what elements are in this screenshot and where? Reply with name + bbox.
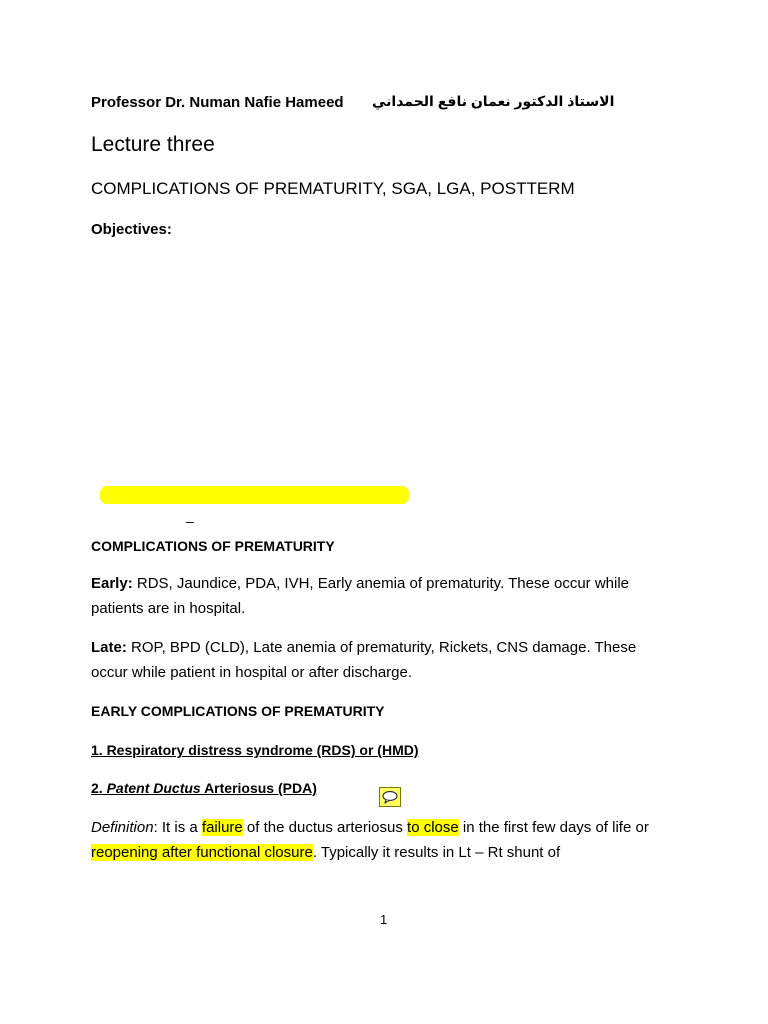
author-name: Professor Dr. Numan Nafie Hameed [91, 94, 344, 111]
early-paragraph [91, 571, 671, 621]
author-name-arabic: الاستاذ الدكتور نعمان نافع الحمداني [372, 93, 615, 109]
comment-icon[interactable] [379, 787, 401, 807]
highlight-to-close: to close [407, 819, 459, 836]
highlight-reopening: reopening after functional closure [91, 844, 313, 861]
item-pda-italic: Patent Ductus [106, 780, 201, 796]
late-text: ROP, BPD (CLD), Late anemia of prematurity, Rickets, CNS damage. These occur while patient in hospital or after discharge. [91, 639, 637, 681]
complications-heading: COMPLICATIONS OF PREMATURITY [91, 538, 335, 554]
item-pda [91, 780, 317, 796]
definition-text: . Typically it results in Lt – Rt shunt of [312, 844, 561, 861]
definition-text: : It is a [153, 819, 202, 836]
document-title: COMPLICATIONS OF PREMATURITY, SGA, LGA, POSTTERM [91, 179, 575, 198]
early-complications-heading: EARLY COMPLICATIONS OF PREMATURITY [91, 703, 385, 719]
objectives-heading: Objectives: [91, 221, 172, 238]
highlight-failure: failure [201, 819, 243, 836]
item-rds: 1. Respiratory distress syndrome (RDS) or (HMD) [91, 742, 419, 758]
definition-paragraph [91, 815, 671, 865]
late-label: Late: [91, 639, 127, 656]
item-pda-prefix: 2. [91, 780, 107, 796]
page-number: 1 [380, 912, 388, 927]
highlight-bar [100, 486, 409, 504]
dash-mark: – [186, 513, 194, 529]
item-pda-suffix: Arteriosus (PDA) [200, 780, 317, 796]
early-label: Early: [91, 575, 133, 592]
late-paragraph [91, 635, 671, 685]
early-text: RDS, Jaundice, PDA, IVH, Early anemia of prematurity. These occur while patients are in hospital. [91, 575, 630, 617]
definition-text: of the ductus arteriosus [242, 819, 408, 836]
definition-label: Definition [91, 819, 154, 836]
definition-text: in the first few days of life or [458, 819, 649, 836]
lecture-title: Lecture three [91, 133, 215, 156]
